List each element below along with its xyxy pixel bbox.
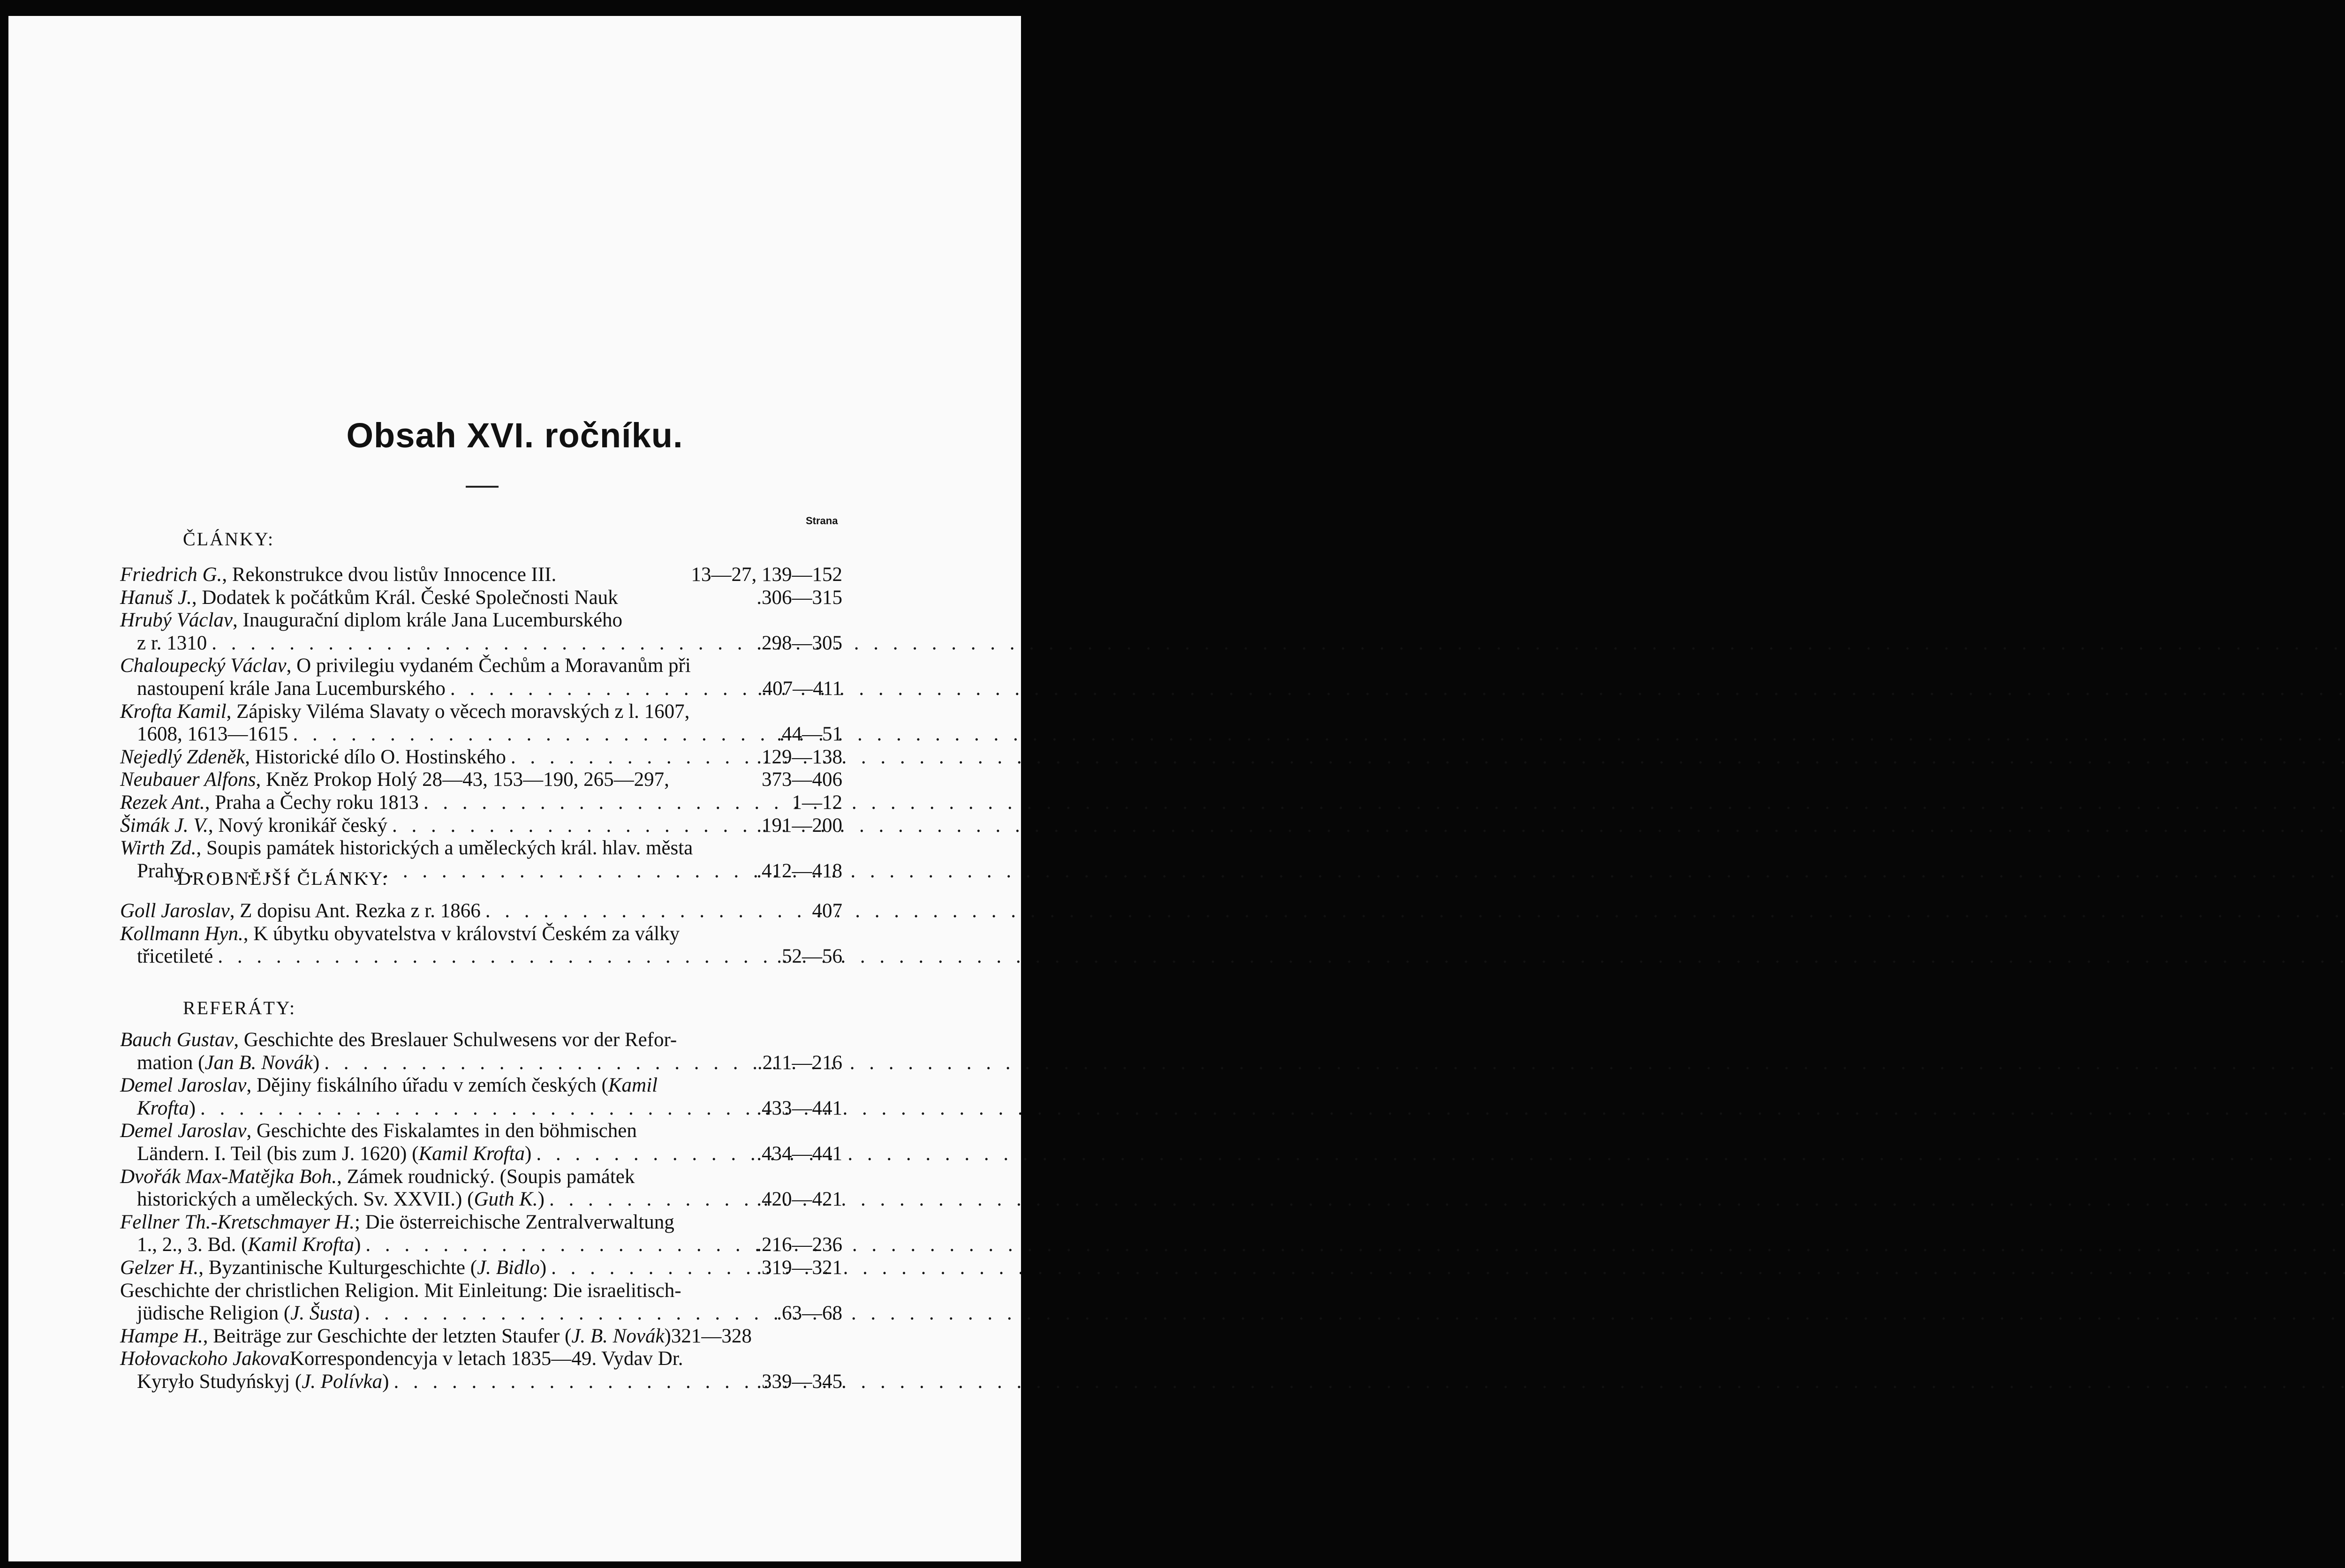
entry-pages: 13—27, 139—152 bbox=[691, 564, 842, 586]
entry-title-cont: mation ( bbox=[137, 1051, 205, 1074]
entry-title: , Kněz Prokop Holý 28—43, 153—190, 265—297, bbox=[256, 769, 669, 791]
title-divider bbox=[466, 486, 499, 488]
toc-entry[interactable] bbox=[120, 609, 842, 655]
toc-entry[interactable] bbox=[120, 900, 842, 923]
entry-paren: ) bbox=[525, 1142, 532, 1165]
entry-title: , Nový kronikář český bbox=[208, 814, 388, 837]
entry-author: Rezek Ant. bbox=[120, 791, 205, 814]
entry-pages: .433—441 bbox=[756, 1097, 842, 1119]
toc-entry[interactable] bbox=[120, 746, 842, 769]
section-heading-clanky: ČLÁNKY: bbox=[183, 528, 275, 550]
entry-pages: .52—56 bbox=[777, 945, 842, 968]
toc-entry[interactable] bbox=[120, 1074, 842, 1120]
entry-pages: 1—12 bbox=[792, 791, 842, 814]
entry-author: Goll Jaroslav bbox=[120, 900, 230, 922]
leader-dots bbox=[293, 723, 772, 746]
entry-title: , Geschichte des Breslauer Schulwesens vor der Refor- bbox=[234, 1029, 677, 1051]
entry-reviewer: Kamil bbox=[608, 1074, 658, 1097]
entry-title: , Inaugurační diplom krále Jana Lucemburského bbox=[233, 609, 623, 632]
leader-dots bbox=[511, 746, 752, 769]
entry-author: Chaloupecký Václav bbox=[120, 655, 287, 677]
entry-author: Dvořák Max-Matějka Boh. bbox=[120, 1165, 337, 1188]
entry-title: Geschichte der christlichen Religion. Mit Einleitung: Die israelitisch- bbox=[120, 1279, 681, 1302]
entry-title-cont: Kyryło Studyńskyj ( bbox=[137, 1370, 302, 1393]
entry-title: , Praha a Čechy roku 1813 bbox=[204, 791, 419, 814]
entry-author: Demel Jaroslav bbox=[120, 1074, 247, 1097]
entry-reviewer: Jan B. Novák bbox=[204, 1051, 313, 1074]
toc-entry[interactable] bbox=[120, 1325, 842, 1348]
entry-title-cont: 1608, 1613—1615 bbox=[137, 723, 288, 746]
entry-author: Hampe H. bbox=[120, 1325, 203, 1347]
toc-entry[interactable] bbox=[120, 1166, 842, 1211]
entry-title-cont: historických a uměleckých. Sv. XXVII.) ( bbox=[137, 1188, 474, 1211]
entry-title: , Beiträge zur Geschichte der letzten Staufer ( bbox=[203, 1325, 572, 1347]
entry-author: Krofta Kamil bbox=[120, 700, 227, 723]
entry-paren: ) bbox=[312, 1051, 320, 1074]
entry-title: , Dějiny fiskálního úřadu v zemích českých ( bbox=[246, 1074, 608, 1097]
entry-paren: ) bbox=[537, 1188, 545, 1211]
entry-reviewer: Kamil Krofta bbox=[418, 1142, 525, 1165]
section-heading-referaty: REFERÁTY: bbox=[183, 997, 296, 1018]
entry-pages: .434—441 bbox=[756, 1142, 842, 1165]
entry-reviewer: J. Polívka bbox=[302, 1370, 383, 1393]
entry-title: , Zápisky Viléma Slavaty o věcech moravských z l. 1607, bbox=[226, 700, 690, 723]
leader-dots bbox=[485, 900, 808, 923]
entry-reviewer-cont: Krofta bbox=[137, 1097, 189, 1119]
entry-author: Wirth Zd. bbox=[120, 837, 197, 859]
toc-entry[interactable] bbox=[120, 655, 842, 700]
section-heading-drobnejsi: DROBNĚJŠÍ ČLÁNKY: bbox=[177, 868, 389, 889]
entry-title: , Rekonstrukce dvou listův Innocence III. bbox=[222, 564, 557, 586]
entry-title: , Geschichte des Fiskalamtes in den böhmischen bbox=[246, 1120, 637, 1142]
leader-dots bbox=[218, 945, 772, 968]
entry-pages: 373—406 bbox=[762, 769, 842, 791]
entry-author: Bauch Gustav bbox=[120, 1029, 234, 1051]
entry-author: Neubauer Alfons bbox=[120, 769, 256, 791]
entry-author: Šimák J. V. bbox=[120, 814, 208, 837]
leader-dots bbox=[536, 1143, 752, 1166]
leader-dots bbox=[551, 1257, 752, 1280]
entry-title: , Zámek roudnický. (Soupis památek bbox=[337, 1165, 635, 1188]
toc-entry[interactable] bbox=[120, 1029, 842, 1074]
leader-dots bbox=[549, 1188, 752, 1211]
leader-dots bbox=[392, 814, 752, 837]
entry-title: , Dodatek k počátkům Král. České Společnosti Nauk bbox=[191, 586, 618, 609]
leader-dots bbox=[324, 1052, 753, 1075]
entry-pages: .407—411 bbox=[757, 677, 842, 700]
toc-entry[interactable] bbox=[120, 814, 842, 837]
leader-dots bbox=[424, 792, 787, 814]
entry-title: ; Die österreichische Zentralverwaltung bbox=[354, 1211, 674, 1233]
entry-title-cont: z r. 1310 bbox=[137, 632, 207, 654]
entry-pages: .216—236 bbox=[756, 1234, 842, 1256]
section-clanky bbox=[120, 564, 842, 882]
toc-entry[interactable] bbox=[120, 564, 842, 587]
entry-reviewer: J. Šusta bbox=[290, 1302, 354, 1325]
entry-author: Nejedlý Zdeněk bbox=[120, 746, 245, 768]
entry-author: Demel Jaroslav bbox=[120, 1120, 247, 1142]
entry-author: Friedrich G. bbox=[120, 564, 222, 586]
entry-title: , Z dopisu Ant. Rezka z r. 1866 bbox=[229, 900, 481, 922]
toc-entry[interactable] bbox=[120, 1120, 842, 1165]
entry-title-cont: jüdische Religion ( bbox=[137, 1302, 291, 1325]
toc-entry[interactable] bbox=[120, 1257, 842, 1280]
entry-title-cont: Prahy bbox=[137, 859, 184, 882]
entry-reviewer: Kamil Krofta bbox=[248, 1234, 355, 1256]
entry-author: Hanuš J. bbox=[120, 586, 192, 609]
entry-pages: 321—328 bbox=[671, 1325, 752, 1347]
leader-dots bbox=[212, 632, 752, 655]
leader-dots bbox=[450, 678, 753, 701]
leader-dots bbox=[364, 1302, 772, 1325]
entry-pages: .63—68 bbox=[777, 1302, 842, 1325]
entry-author: Fellner Th.-Kretschmayer H. bbox=[120, 1211, 355, 1233]
leader-dots bbox=[200, 1097, 752, 1120]
entry-paren: ) bbox=[354, 1234, 361, 1256]
entry-paren: ) bbox=[664, 1325, 671, 1347]
entry-paren: ) bbox=[382, 1370, 389, 1393]
toc-entry[interactable] bbox=[120, 1348, 842, 1393]
toc-entry[interactable] bbox=[120, 792, 842, 814]
entry-reviewer: Guth K. bbox=[474, 1188, 538, 1211]
toc-entry[interactable] bbox=[120, 769, 842, 792]
entry-pages: .306—315 bbox=[756, 586, 842, 609]
toc-entry[interactable] bbox=[120, 1280, 842, 1325]
toc-entry[interactable] bbox=[120, 923, 842, 968]
entry-title-cont: 1., 2., 3. Bd. ( bbox=[137, 1234, 248, 1256]
entry-author: Hrubý Václav bbox=[120, 609, 233, 632]
leader-dots bbox=[393, 1371, 752, 1394]
entry-title: Korrespondencyja v letach 1835—49. Vydav Dr. bbox=[289, 1348, 683, 1370]
entry-pages: .211—216 bbox=[757, 1051, 842, 1074]
entry-pages: .44—51 bbox=[777, 723, 842, 746]
entry-pages: .420—421 bbox=[756, 1188, 842, 1211]
leader-dots bbox=[365, 1234, 752, 1257]
entry-pages: .129—138 bbox=[756, 746, 842, 768]
document-page bbox=[8, 16, 1021, 1568]
entry-title: , O privilegiu vydaném Čechům a Moravanům při bbox=[286, 655, 691, 677]
entry-title: , Soupis památek historických a uměleckých král. hlav. města bbox=[196, 837, 693, 859]
scan-edge-bottom bbox=[8, 1561, 1021, 1568]
entry-author: Kollmann Hyn. bbox=[120, 922, 243, 945]
toc-entry[interactable] bbox=[120, 1211, 842, 1257]
entry-author: Gelzer H. bbox=[120, 1256, 199, 1279]
entry-paren: ) bbox=[189, 1097, 196, 1119]
entry-title: , Byzantinische Kulturgeschichte ( bbox=[198, 1256, 477, 1279]
entry-author: Hołovackoho Jakova bbox=[120, 1348, 290, 1370]
entry-pages: .339—345 bbox=[756, 1370, 842, 1393]
entry-pages: .412—418 bbox=[756, 859, 842, 882]
entry-reviewer: J. B. Novák bbox=[571, 1325, 665, 1347]
page-title: Obsah XVI. ročníku. bbox=[346, 416, 683, 455]
page-column-label: Strana bbox=[806, 515, 838, 527]
section-referaty bbox=[120, 1029, 842, 1394]
entry-title-cont: třicetileté bbox=[137, 945, 213, 968]
toc-entry[interactable] bbox=[120, 587, 842, 610]
entry-title: , Historické dílo O. Hostinského bbox=[245, 746, 506, 768]
entry-pages: .191—200 bbox=[756, 814, 842, 837]
entry-title-cont: nastoupení krále Jana Lucemburského bbox=[137, 677, 446, 700]
section-drobnejsi bbox=[120, 900, 842, 968]
entry-reviewer: J. Bidlo bbox=[477, 1256, 540, 1279]
entry-pages: .298—305 bbox=[756, 632, 842, 654]
entry-paren: ) bbox=[539, 1256, 547, 1279]
entry-pages: 407 bbox=[812, 900, 842, 922]
toc-entry[interactable] bbox=[120, 701, 842, 746]
entry-pages: .319—321 bbox=[756, 1256, 842, 1279]
entry-title: , K úbytku obyvatelstva v království Českém za války bbox=[243, 922, 680, 945]
entry-paren: ) bbox=[353, 1302, 360, 1325]
entry-title-cont: Ländern. I. Teil (bis zum J. 1620) ( bbox=[137, 1142, 419, 1165]
